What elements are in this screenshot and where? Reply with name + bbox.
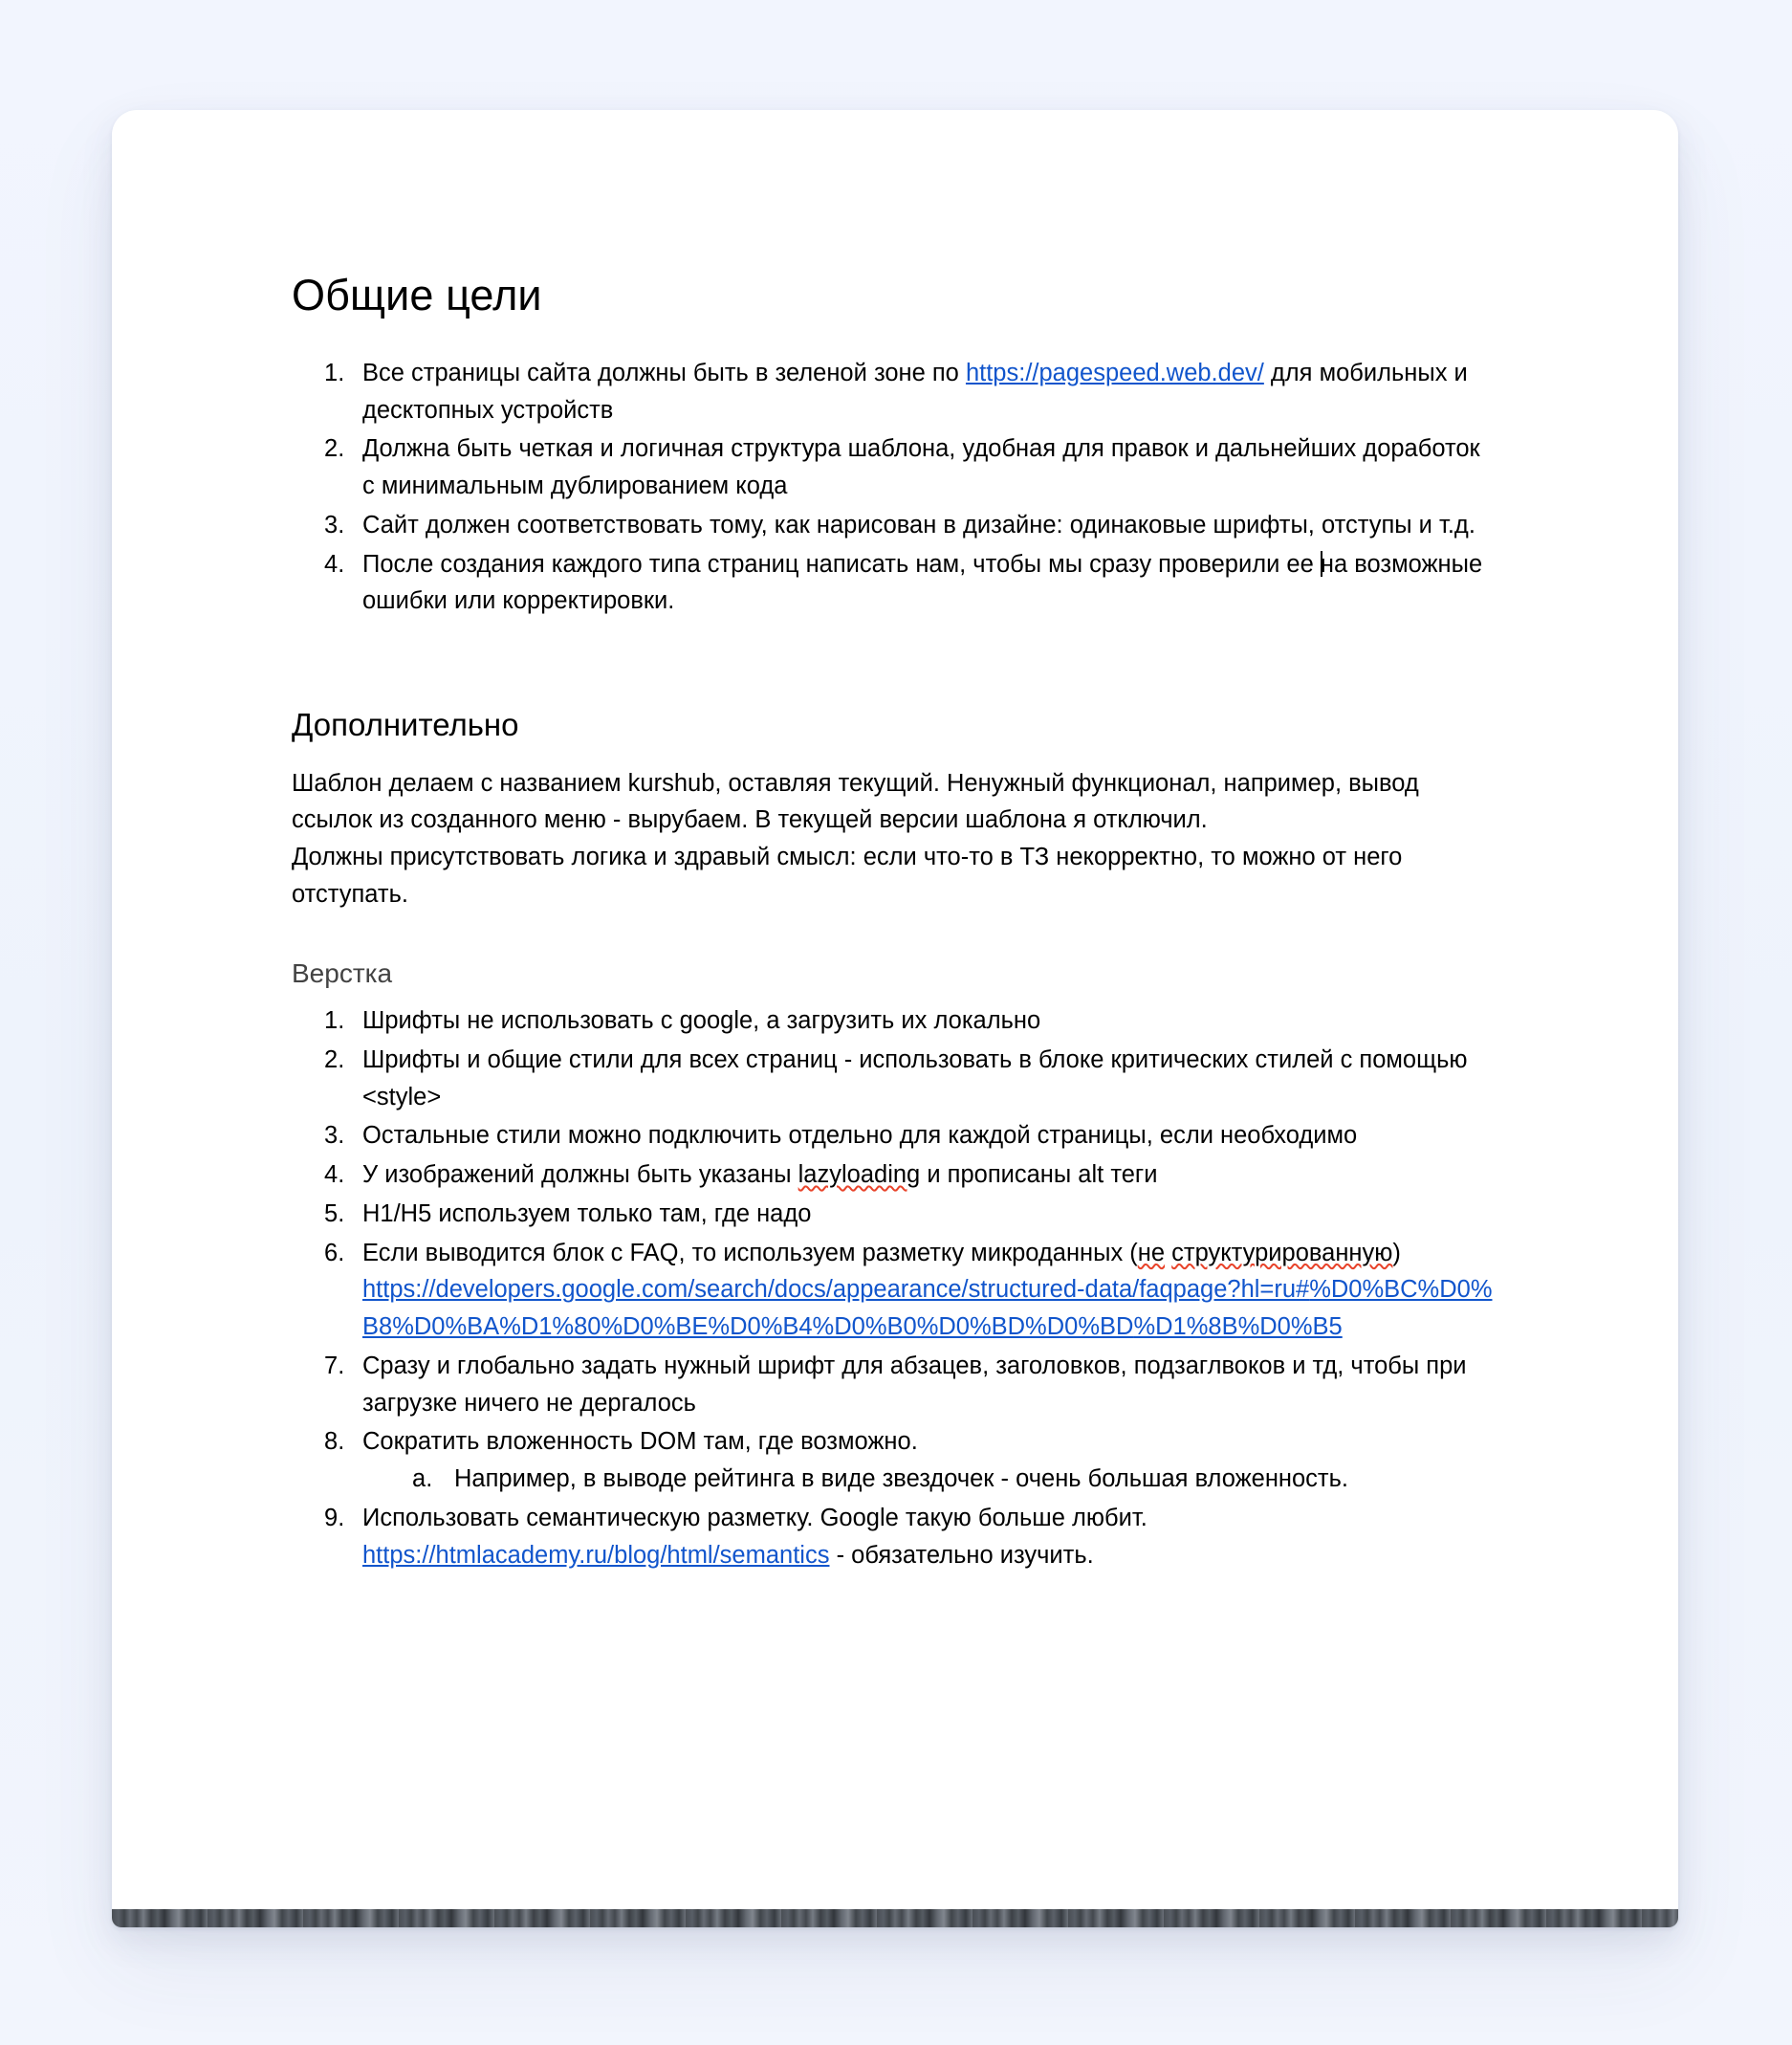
goals-list [292,355,1498,620]
misspelled-word: структурированную [1171,1239,1393,1266]
htmlacademy-semantics-link[interactable]: https://htmlacademy.ru/blog/html/semantics [362,1541,830,1569]
markup-list [292,1002,1498,1573]
list-item [292,430,1498,505]
goal-1-text-before: Все страницы сайта должны быть в зеленой зоне по [362,359,966,386]
goal-3-text: Сайт должен соответствовать тому, как нарисован в дизайне: одинаковые шрифты, отступы и т.д. [362,511,1475,539]
pagespeed-link[interactable]: https://pagespeed.web.dev/ [965,359,1264,386]
markup-1-text: Шрифты не использовать с google, а загрузить их локально [362,1007,1041,1035]
goal-1-text-after: для мобильных и десктопных устройств [362,359,1468,424]
faqpage-docs-link-line1[interactable]: https://developers.google.com/search/docs/appearance/structured-data/faqpage?hl=ru# [362,1276,1310,1304]
goal-2-text: Должна быть четкая и логичная структура шаблона, удобная для правок и дальнейших доработок с минимальным дублированием кода [362,435,1480,499]
document-card [112,110,1678,1927]
markup-5-text: H1/H5 используем только там, где надо [362,1199,812,1227]
page-title: Общие цели [292,271,542,319]
faqpage-docs-link-line2[interactable]: %D0%BC%D0%B8%D0%BA%D1%80%D0%BE%D0%B4%D0%B0%D0%BD%D0%BD [362,1276,1493,1341]
list-item [292,1002,1498,1040]
markup-9-text-before: Использовать семантическую разметку. Google такую больше любит. [362,1504,1147,1531]
list-item [362,1461,1498,1498]
list-item [292,1042,1498,1116]
markup-6-text-after: ) [1392,1239,1401,1266]
section-heading-markup: Верстка [292,957,393,988]
markup-4-text-after: и прописаны alt теги [920,1161,1158,1189]
additional-paragraph-2: Должны присутствовать логика и здравый смысл: если что-то в ТЗ некорректно, то можно от него отступать. [292,844,1403,908]
list-item [292,546,1498,621]
markup-3-text: Остальные стили можно подключить отдельно для каждой страницы, если необходимо [362,1122,1358,1150]
list-item [292,1235,1498,1346]
list-item [292,1156,1498,1194]
faqpage-docs-link-line3[interactable]: %D1%8B%D0%B5 [1133,1313,1343,1341]
document-body [292,271,1498,1575]
list-item [292,1117,1498,1154]
additional-paragraph-1: Шаблон делаем с названием kurshub, оставляя текущий. Ненужный функционал, например, вывод ссылок из созданного меню - вырубаем. В текущей версии шаблона я отключил. [292,769,1419,834]
section-spacer [292,913,1498,957]
section-heading-additional: Дополнительно [292,707,519,742]
section-spacer [292,622,1498,706]
goal-4-text-part2: на возможные ошибки или корректировки. [362,550,1483,615]
bottom-image-strip [112,1909,1678,1927]
markup-9-text-after: - обязательно изучить. [829,1541,1094,1569]
list-item [292,1196,1498,1233]
markup-8-sublist [362,1461,1498,1498]
list-item [292,1500,1498,1574]
markup-2-text: Шрифты и общие стили для всех страниц - использовать в блоке критических стилей с помощью <style> [362,1045,1468,1110]
list-item [292,1423,1498,1498]
markup-8-text: Сократить вложенность DOM там, где возможно. [362,1428,918,1456]
list-item [292,1348,1498,1422]
markup-6-text-before: Если выводится блок с FAQ, то используем разметку микроданных ( [362,1239,1138,1266]
list-item [292,355,1498,429]
markup-8a-text: Например, в выводе рейтинга в виде звездочек - очень большая вложенность. [454,1465,1348,1493]
goal-4-text-part1: После создания каждого типа страниц написать нам, чтобы мы сразу проверили ее [362,550,1321,578]
markup-7-text: Сразу и глобально задать нужный шрифт для абзацев, заголовков, подзаглвоков и тд, чтобы при загрузке ничего не дергалось [362,1352,1467,1417]
misspelled-word: не [1137,1239,1166,1266]
misspelled-word: lazyloading [798,1161,921,1189]
markup-4-text-before: У изображений должны быть указаны [362,1161,798,1189]
list-item [292,507,1498,544]
